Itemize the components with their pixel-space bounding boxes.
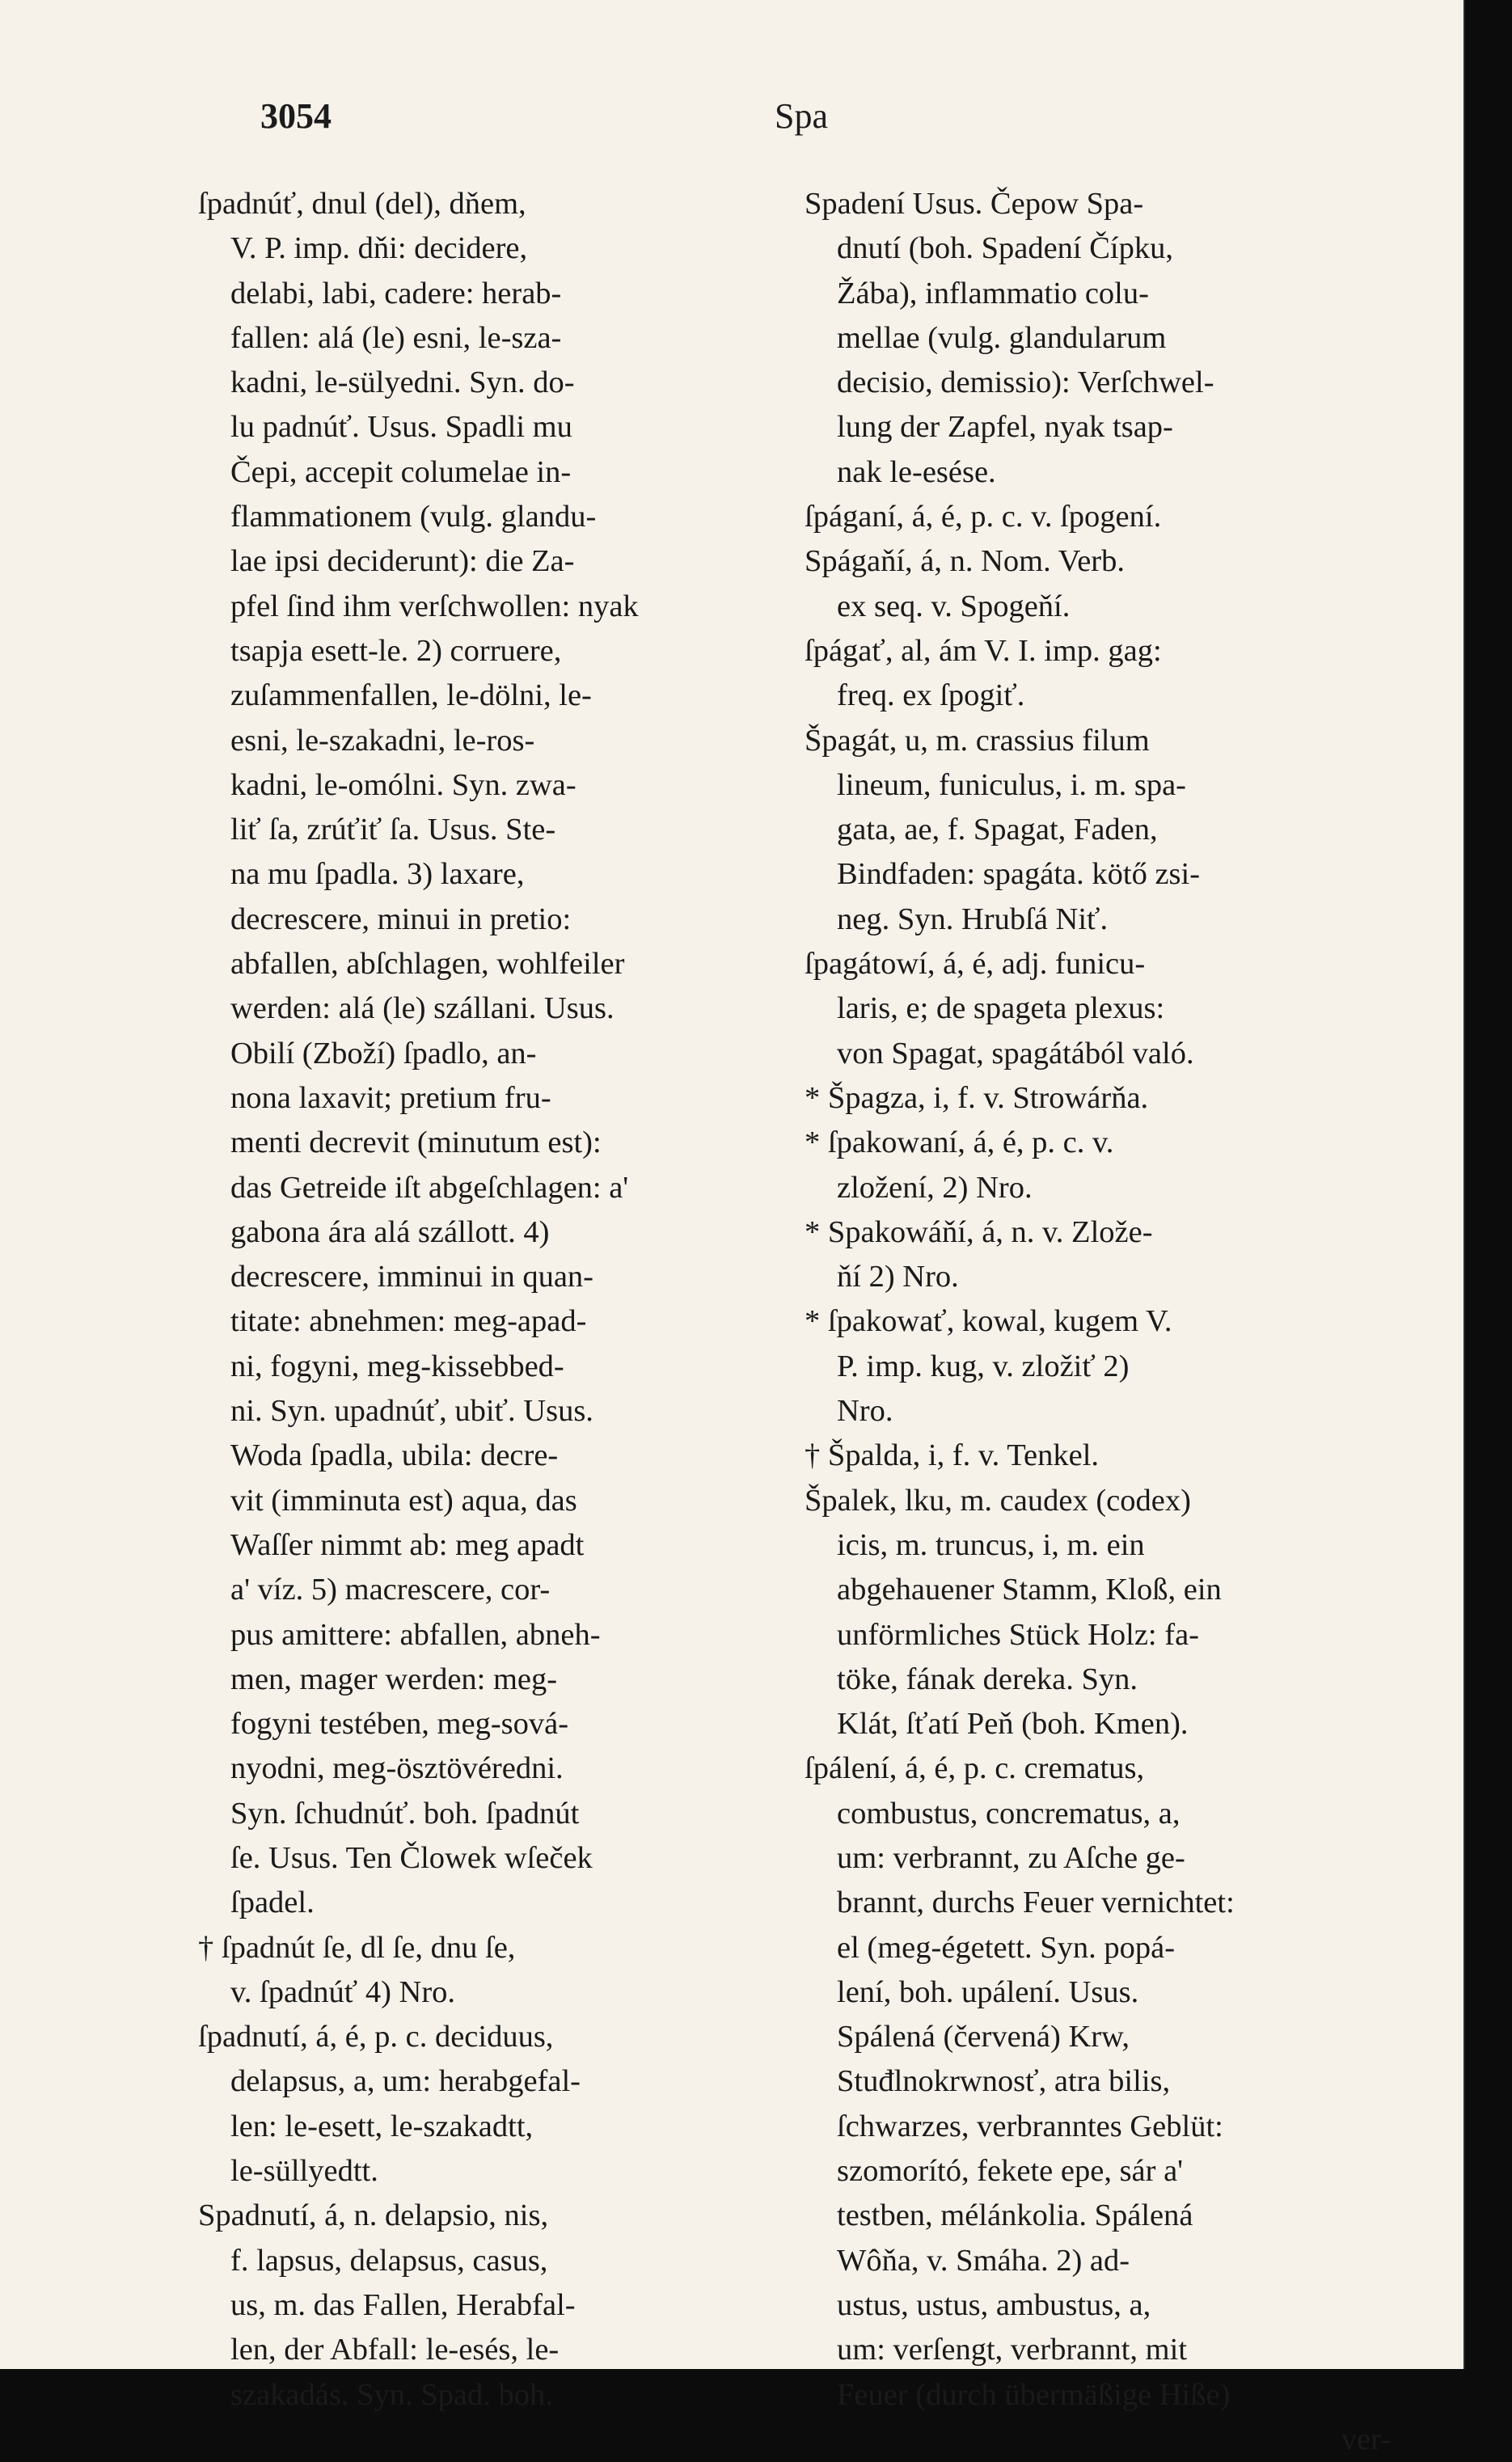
text-line: lung der Zapfel, nyak tsap-	[837, 410, 1173, 445]
text-line: um: verbrannt, zu Aſche ge-	[837, 1840, 1185, 1875]
text-line: len: le-esett, le-szakadtt,	[230, 2109, 534, 2143]
text-line: Waſſer nimmt ab: meg apadt	[230, 1527, 585, 1562]
text-line: delapsus, a, um: herabgefal-	[230, 2064, 581, 2099]
text-line: testben, mélánkolia. Spálená	[837, 2198, 1193, 2233]
text-line: ňí 2) Nro.	[837, 1260, 959, 1294]
text-line: titate: abnehmen: meg-apad-	[230, 1304, 587, 1339]
text-line: abgehauener Stamm, Kloß, ein	[837, 1573, 1222, 1607]
text-line: lineum, funiculus, i. m. spa-	[837, 767, 1186, 802]
text-line: combustus, concrematus, a,	[837, 1796, 1180, 1831]
text-line: Spágaňí, á, n. Nom. Verb.	[805, 544, 1125, 579]
text-line: kadni, le-omólni. Syn. zwa-	[230, 767, 577, 802]
text-line: nona laxavit; pretium fru-	[230, 1080, 551, 1115]
text-line: liť ſa, zrúťiť ſa. Usus. Ste-	[230, 813, 556, 847]
text-line: icis, m. truncus, i, m. ein	[837, 1527, 1145, 1562]
text-line: Klát, ſťatí Peň (boh. Kmen).	[837, 1707, 1189, 1742]
text-line: Čepi, accepit columelae in-	[230, 454, 572, 489]
text-line: Feuer (durch übermäßige Hiße)	[837, 2377, 1231, 2412]
text-line: len, der Abfall: le-esés, le-	[230, 2333, 560, 2367]
text-line: * ſpakowaní, á, é, p. c. v.	[805, 1125, 1114, 1160]
text-line: ex seq. v. Spogeňí.	[837, 589, 1071, 623]
text-line: ſpagátowí, á, é, adj. funicu-	[805, 947, 1146, 982]
text-line: ſpágať, al, ám V. I. imp. gag:	[805, 633, 1162, 668]
text-line: ſchwarzes, verbranntes Geblüt:	[837, 2109, 1223, 2143]
text-line: esni, le-szakadni, le-ros-	[230, 723, 535, 758]
text-line: lae ipsi deciderunt): die Za-	[230, 544, 575, 579]
text-line: laris, e; de spageta plexus:	[837, 991, 1165, 1026]
text-line: delabi, labi, cadere: herab-	[230, 276, 562, 310]
text-line: * Špagza, i, f. v. Strowárňa.	[805, 1080, 1149, 1115]
text-line: szakadás. Syn. Spad. boh.	[230, 2377, 553, 2412]
text-line: kadni, le-sülyedni. Syn. do-	[230, 365, 575, 400]
text-line: † ſpadnút ſe, dl ſe, dnu ſe,	[198, 1930, 516, 1965]
text-line: szomorító, fekete epe, sár a'	[837, 2154, 1184, 2189]
text-line: vit (imminuta est) aqua, das	[230, 1483, 577, 1518]
text-line: freq. ex ſpogiť.	[837, 678, 1025, 713]
text-line: dnutí (boh. Spadení Čípku,	[837, 231, 1173, 266]
text-line: ſpadnutí, á, é, p. c. deciduus,	[198, 2020, 554, 2054]
text-line: decrescere, imminui in quan-	[230, 1260, 593, 1294]
text-line: Wôňa, v. Smáha. 2) ad-	[837, 2243, 1130, 2278]
text-line: gata, ae, f. Spagat, Faden,	[837, 813, 1158, 847]
text-line: menti decrevit (minutum est):	[230, 1125, 602, 1160]
text-line: P. imp. kug, v. zložiť 2)	[837, 1349, 1130, 1383]
text-line: ſpadel.	[230, 1886, 315, 1920]
text-line: ni, fogyni, meg-kissebbed-	[230, 1349, 564, 1383]
page-header	[0, 95, 1463, 144]
text-line: Žába), inflammatio colu-	[837, 276, 1149, 310]
text-line: Spadení Usus. Čepow Spa-	[805, 187, 1144, 221]
text-line: pus amittere: abfallen, abneh-	[230, 1617, 601, 1652]
text-line: brannt, durchs Feuer vernichtet:	[837, 1886, 1235, 1920]
text-line: lu padnúť. Usus. Spadli mu	[230, 410, 572, 445]
text-line: abfallen, abſchlagen, wohlfeiler	[230, 947, 625, 982]
text-line: ſpáganí, á, é, p. c. v. ſpogení.	[805, 500, 1162, 534]
text-line: ustus, ustus, ambustus, a,	[837, 2287, 1151, 2322]
text-line: ver-	[1341, 2422, 1391, 2456]
text-line: Stuđlnokrwnosť, atra bilis,	[837, 2064, 1171, 2099]
text-line: um: verſengt, verbrannt, mit	[837, 2333, 1188, 2367]
text-line: Syn. ſchudnúť. boh. ſpadnút	[230, 1796, 580, 1831]
text-line: Nro.	[837, 1394, 893, 1429]
running-head: Spa	[775, 96, 828, 136]
text-line: * ſpakowať, kowal, kugem V.	[805, 1304, 1172, 1339]
text-line: unförmliches Stück Holz: fa-	[837, 1617, 1199, 1652]
text-line: Woda ſpadla, ubila: decre-	[230, 1438, 559, 1473]
text-line: V. P. imp. dňi: decidere,	[230, 231, 528, 266]
text-line: Spadnutí, á, n. delapsio, nis,	[198, 2198, 549, 2233]
text-line: men, mager werden: meg-	[230, 1662, 558, 1696]
text-line: pfel ſind ihm verſchwollen: nyak	[230, 589, 639, 623]
text-line: Špagát, u, m. crassius filum	[805, 723, 1150, 758]
text-line: na mu ſpadla. 3) laxare,	[230, 857, 525, 892]
text-line: neg. Syn. Hrubſá Niť.	[837, 902, 1109, 936]
text-line: Spálená (červená) Krw,	[837, 2020, 1130, 2054]
text-line: nyodni, meg-ösztövéredni.	[230, 1751, 564, 1786]
text-line: mellae (vulg. glandularum	[837, 320, 1167, 355]
text-line: flammationem (vulg. glandu-	[230, 500, 597, 534]
text-line: decisio, demissio): Verſchwel-	[837, 365, 1214, 400]
text-line: ſpálení, á, é, p. c. crematus,	[805, 1751, 1145, 1786]
text-line: Špalek, lku, m. caudex (codex)	[805, 1483, 1191, 1518]
right-column	[805, 182, 1395, 2462]
text-line: le-süllyedtt.	[230, 2154, 378, 2189]
text-line: lení, boh. upálení. Usus.	[837, 1974, 1139, 2009]
text-line: nak le-esése.	[837, 454, 996, 489]
text-line: * Spakowáňí, á, n. v. Zlože-	[805, 1214, 1153, 1249]
text-line: Obilí (Zboží) ſpadlo, an-	[230, 1036, 537, 1071]
text-line: decrescere, minui in pretio:	[230, 902, 572, 936]
text-line: fallen: alá (le) esni, le-sza-	[230, 320, 562, 355]
left-column	[198, 182, 792, 2418]
text-line: ni. Syn. upadnúť, ubiť. Usus.	[230, 1394, 593, 1429]
page-number: 3054	[260, 96, 332, 136]
text-line: das Getreide iſt abgeſchlagen: a'	[230, 1170, 629, 1205]
text-line: el (meg-égetett. Syn. popá-	[837, 1930, 1176, 1965]
text-line: zuſammenfallen, le-dölni, le-	[230, 678, 592, 713]
text-line: tsapja esett-le. 2) corruere,	[230, 633, 562, 668]
text-line: zložení, 2) Nro.	[837, 1170, 1033, 1205]
text-line: töke, fának dereka. Syn.	[837, 1662, 1138, 1696]
text-line: a' víz. 5) macrescere, cor-	[230, 1573, 551, 1607]
text-line: werden: alá (le) szállani. Usus.	[230, 991, 615, 1026]
text-line: † Špalda, i, f. v. Tenkel.	[805, 1438, 1100, 1473]
text-line: us, m. das Fallen, Herabfal-	[230, 2287, 576, 2322]
text-line: ſpadnúť, dnul (del), dňem,	[198, 187, 526, 221]
text-line: gabona ára alá szállott. 4)	[230, 1214, 550, 1249]
text-line: v. ſpadnúť 4) Nro.	[230, 1974, 456, 2009]
text-line: f. lapsus, delapsus, casus,	[230, 2243, 548, 2278]
text-line: ſe. Usus. Ten Člowek wſeček	[230, 1840, 593, 1875]
text-line: fogyni testében, meg-sová-	[230, 1707, 569, 1742]
text-line: Bindfaden: spagáta. kötő zsi-	[837, 857, 1201, 892]
text-line: von Spagat, spagátából való.	[837, 1036, 1194, 1071]
